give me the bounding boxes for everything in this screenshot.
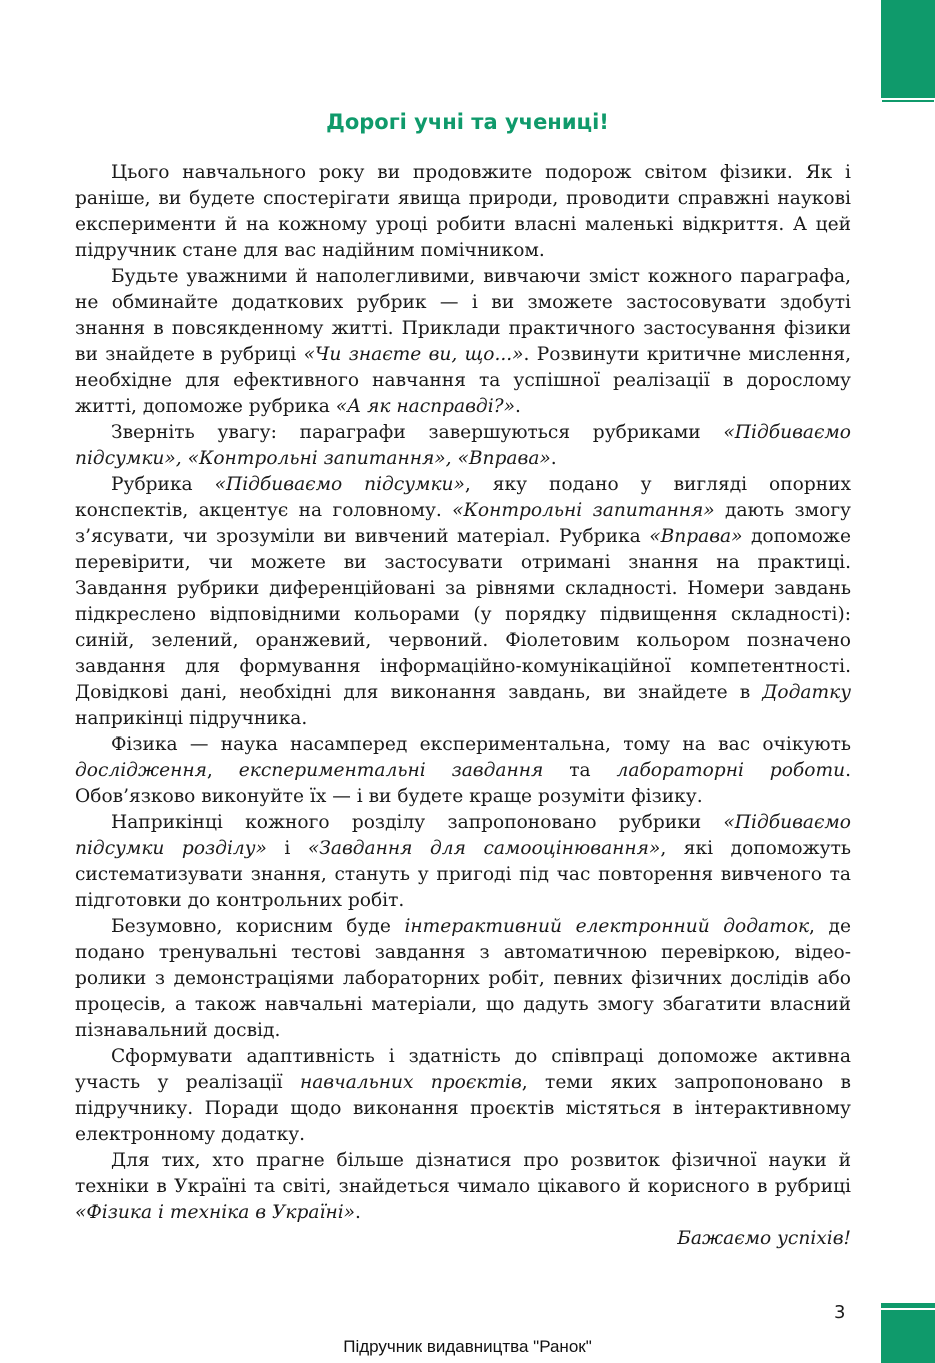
closing-wish: Бажаємо успіхів! — [677, 1228, 851, 1249]
text-run: , теми яких запропоновано в підручнику. Поради щодо виконання проєктів містяться в інтерактивному електронному додатку. — [75, 1072, 851, 1145]
italic-term: «Вправа» — [649, 526, 743, 547]
italic-term: Додатку — [762, 682, 851, 703]
paragraph — [75, 732, 851, 810]
italic-term: «Підбиваємо підсумки розділу» — [75, 812, 851, 859]
text-run: Фізика — наука насамперед експериментальна, тому на вас очікують — [111, 734, 851, 755]
text-run: , — [206, 760, 239, 781]
text-run: допоможе перевірити, чи можете ви застосувати отримані знання на практиці. Завдання рубрики диференційовані за рівнями складності. Номери завдань підкреслено відповідними кольорами (у порядку підвищення складності): синій, зелений, оранжевий, червоний. Фіолетовим кольором позначено завдання для формування інформаційно-комунікаційної компетентності. Довідкові дані, необхідні для виконання завдань, ви знайдете в — [75, 526, 851, 703]
text-run: . — [355, 1202, 361, 1223]
text-run: , які допоможуть систематизувати знання, стануть у пригоді під час повторення вивченого та підготовки до контрольних робіт. — [75, 838, 851, 911]
text-run: і — [266, 838, 308, 859]
page-number: 3 — [834, 1302, 846, 1323]
paragraph — [75, 914, 851, 1044]
text-run: Для тих, хто прагне більше дізнатися про розвиток фізичної науки й техніки в Україні та світі, знайдеться чимало цікавого й корисного в рубриці — [75, 1150, 851, 1197]
text-run: Наприкінці кожного розділу запропоновано рубрики — [111, 812, 724, 833]
text-run: Цього навчального року ви продовжите подорож світом фізики. Як і раніше, ви будете спостерігати явища природи, проводити справжні наукові експерименти й на кожному уроці робити власні маленькі відкриття. А цей підручник стане для вас надійним помічником. — [75, 162, 851, 261]
paragraph — [75, 810, 851, 914]
text-run: , яку подано у вигляді опорних конспектів, акцентує на головному. — [75, 474, 852, 521]
publisher-footer: Підручник видавництва "Ранок" — [343, 1337, 592, 1356]
italic-term: «Підбиваємо підсумки» — [214, 474, 465, 495]
paragraph — [75, 160, 851, 264]
italic-term: «Контрольні запитання» — [452, 500, 715, 521]
italic-term: «Завдання для самооцінювання» — [307, 838, 661, 859]
italic-term: інтерактивний електронний додаток — [404, 916, 810, 937]
page-title: Дорогі учні та учениці! — [326, 110, 609, 134]
text-run: . — [550, 448, 557, 469]
italic-term: експериментальні завдання — [238, 760, 544, 781]
chapter-tab-top — [881, 0, 935, 100]
text-run: Безумовно, корисним буде — [111, 916, 405, 937]
text-run: та — [543, 760, 617, 781]
text-run: . — [515, 396, 521, 417]
italic-term: «Чи знаєте ви, що...» — [303, 344, 524, 365]
paragraph — [75, 1148, 851, 1226]
italic-term: «Підбиваємо підсумки», «Контрольні запитання», «Вправа» — [75, 422, 851, 469]
text-run: Рубрика — [111, 474, 215, 495]
text-run: Зверніть увагу: параграфи завершуються рубриками — [111, 422, 724, 443]
paragraph — [75, 472, 851, 732]
italic-term: дослідження — [75, 760, 207, 781]
paragraph — [75, 420, 851, 472]
paragraph-list — [75, 160, 851, 1226]
body-text — [75, 160, 851, 1252]
text-run: Будьте уважними й наполегливими, вивчаючи зміст кожного параграфа, не обминайте додаткових рубрик — і ви зможете застосовувати здобуті знання в повсякденному житті. Приклади практичного застосування фізики ви знайдете в рубриці — [75, 266, 851, 365]
paragraph — [75, 1044, 851, 1148]
text-run: наприкінці підручника. — [75, 708, 308, 729]
text-run: . Обов’язково виконуйте їх — і ви будете краще розуміти фізику. — [75, 760, 851, 807]
text-run: , де подано тренувальні тестові завдання з автоматичною перевіркою, відеоролики з демонстраціями лабораторних робіт, певних фізичних дослідів або процесів, а також навчальні матеріали, що дадуть змогу збагатити власний пізнавальний досвід. — [75, 916, 851, 1041]
text-run: Сформувати адаптивність і здатність до співпраці допоможе активна участь у реалізації — [75, 1046, 851, 1093]
italic-term: «Фізика і техніка в Україні» — [75, 1202, 356, 1223]
paragraph — [75, 264, 851, 420]
text-run: дають змогу з’ясувати, чи зрозуміли ви вивчений матеріал. Рубрика — [75, 500, 851, 547]
italic-term: навчальних проєктів — [299, 1072, 522, 1093]
italic-term: лабораторні роботи — [616, 760, 846, 781]
text-run: . Розвинути критичне мислення, необхідне для ефективного навчання та успішної реалізації в дорослому житті, допоможе рубрика — [75, 344, 851, 417]
italic-term: «А як насправді?» — [335, 396, 516, 417]
